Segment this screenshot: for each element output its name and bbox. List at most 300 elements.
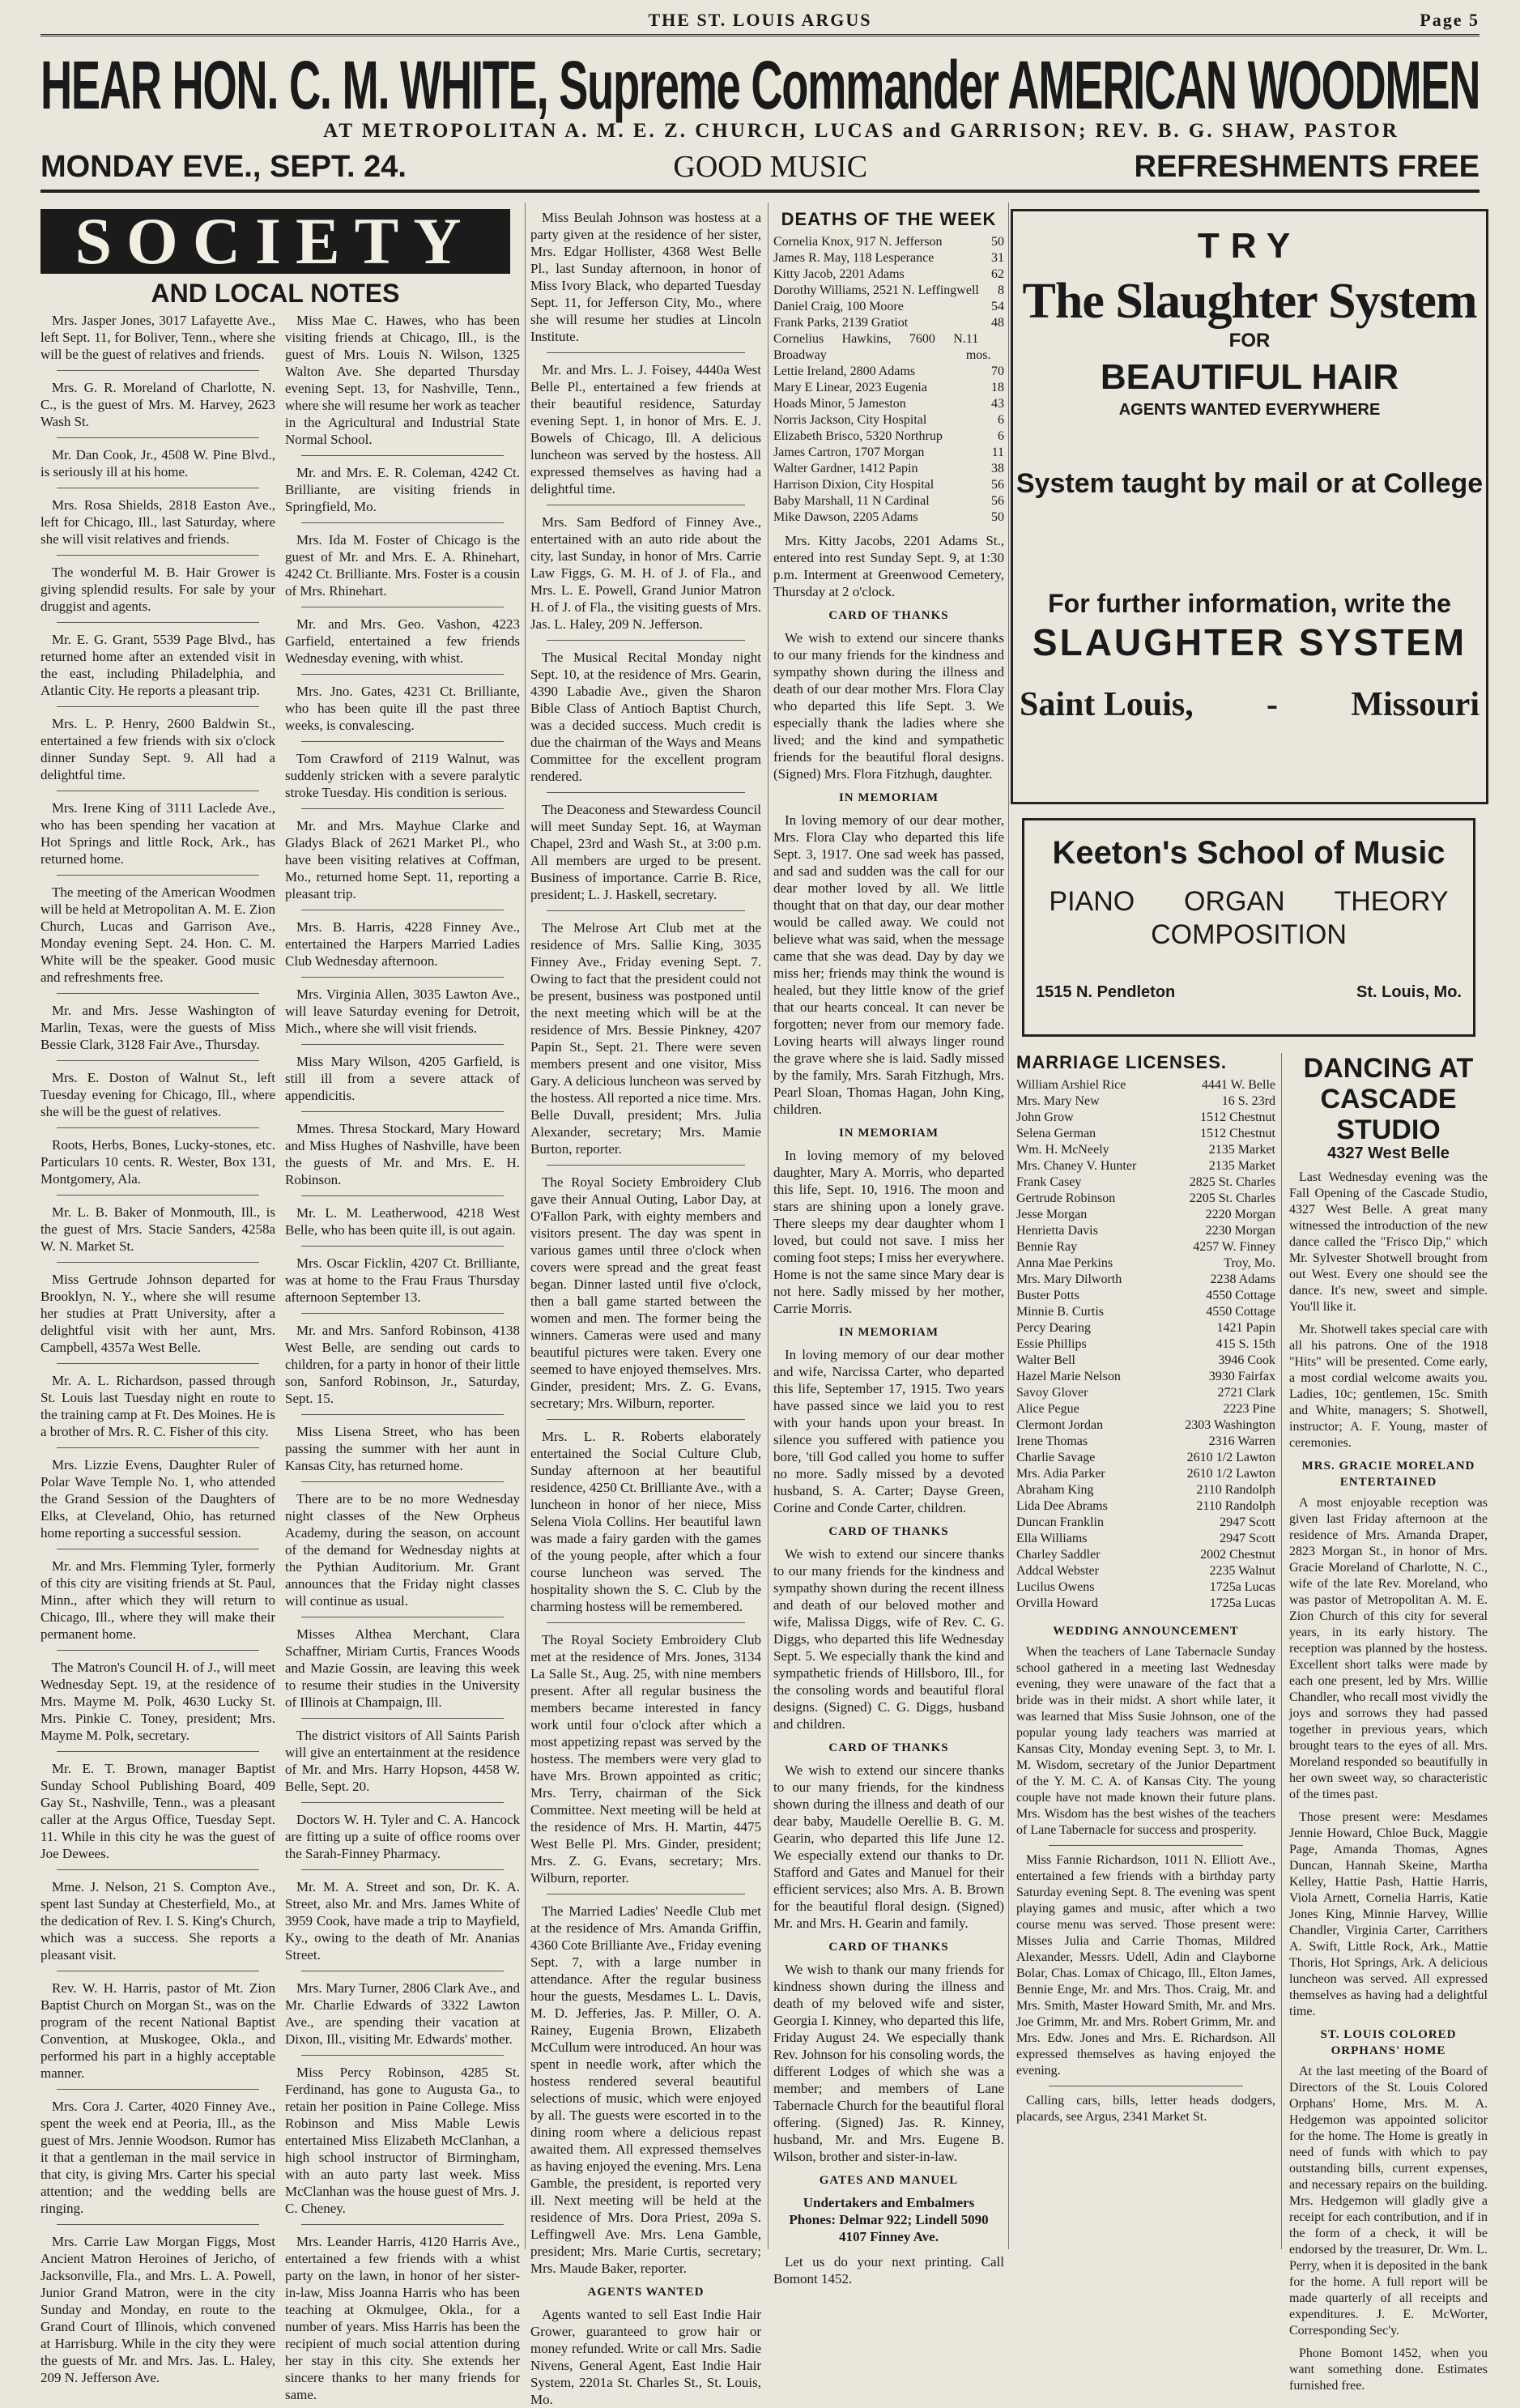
gates-trade: Undertakers and Embalmers: [803, 2195, 975, 2210]
news-item: Mme. J. Nelson, 21 S. Compton Ave., spent last Sunday at Chesterfield, Mo., at the dedication of Rev. I. S. King's Church, which was a success. She reports a pleasant visit.: [40, 1879, 275, 1963]
marriage-address: 1725a Lucas: [1209, 1596, 1275, 1610]
deaths-heading: DEATHS OF THE WEEK: [781, 209, 997, 229]
death-entry: [773, 364, 1004, 380]
death-age: 31: [991, 251, 1004, 265]
divider: [57, 1060, 259, 1061]
marriage-entry: [1016, 1093, 1275, 1110]
divider: [301, 1869, 504, 1870]
news-item: Mr. and Mrs. Flemming Tyler, formerly of this city are visiting friends at St. Paul, Minn., after which they will return to Chicago, Ill., where they will make their permanent home.: [40, 1558, 275, 1642]
dancing-heading-1: DANCING AT: [1303, 1053, 1474, 1084]
marriage-name: Lida Dee Abrams: [1016, 1499, 1108, 1513]
marriage-entry: [1016, 1077, 1275, 1093]
running-head: [40, 6, 1480, 36]
notices-column: [773, 209, 1004, 2287]
marriage-name: Clermont Jordan: [1016, 1418, 1104, 1432]
news-item: Mrs. Mary Turner, 2806 Clark Ave., and Mr. Charlie Edwards of 3322 Lawton Ave., are spending their vacation at Dixon, Ill., visiting Mr. Edwards' mother.: [285, 1980, 520, 2047]
banner-details: [40, 144, 1480, 193]
death-name: Mike Dawson, 2205 Adams: [773, 510, 918, 524]
marriage-name: Mrs. Chaney V. Hunter: [1016, 1159, 1137, 1173]
richardson-text: Miss Fannie Richardson, 1011 N. Elliott Ave., entertained a few friends with a birthday party Saturday evening Sept. 8. The evening was spent playing games and music, after which a two course menu was served. Those present were: Misses Julia and Carrie Thomas, Mildred Alexander, Messrs. Udell, Adin and Clayborne Bolar, Chas. Lomax of Chicago, Ill., Elton James, Bennie Enge, Mr. and Mrs. Thos. Craig, Mr. and Mrs. Smith, Master Howard Smith, Mr. and Mrs. Joe Grimm, Mr. and Mrs. Robert Grimm, Mr. and Mrs. Edw. Jones and Mrs. E. Richardson. All expressed themselves as having enjoyed the evening.: [1016, 1853, 1275, 2078]
divider: [57, 1127, 259, 1128]
death-entry: [773, 509, 1004, 526]
news-item: Mrs. Lizzie Evens, Daughter Ruler of Polar Wave Temple No. 1, who attended the Grand Session of the Daughters of Elks, at Cleveland, Ohio, has returned home reporting a successful session.: [40, 1457, 275, 1541]
notice-heading: CARD OF THANKS: [828, 1741, 949, 1754]
marriage-heading: MARRIAGE LICENSES.: [1016, 1052, 1228, 1072]
marriage-name: Anna Mae Perkins: [1016, 1256, 1113, 1270]
marriage-entry: [1016, 1255, 1275, 1272]
slaughter-title: The Slaughter System: [1022, 274, 1477, 329]
news-item: Rev. W. H. Harris, pastor of Mt. Zion Baptist Church on Morgan St., was on the program of the recent National Baptist Convention, at Muskogee, Okla., and performed his part in a highly acceptable manner.: [40, 1980, 275, 2081]
news-item: Mrs. Jno. Gates, 4231 Ct. Brilliante, who has been quite ill the past three weeks, is convalescing.: [285, 684, 520, 733]
society-column-1: [40, 312, 275, 2385]
news-item: The district visitors of All Saints Parish will give an entertainment at the residence of Mr. and Mrs. Harry Hopson, 4458 W. Belle, Sept. 20.: [285, 1728, 520, 1794]
death-name: Harrison Dixion, City Hospital: [773, 478, 935, 492]
dancing-text: Last Wednesday evening was the Fall Opening of the Cascade Studio, 4327 West Belle. A great many witnessed the introduction of the new dance called the "Frisco Dip," which Mr. Sylvester Shotwell brought from out West. Every one should see the dance. It's new, sweet and simple. You'll like it.: [1289, 1170, 1488, 1314]
news-item: Misses Althea Merchant, Clara Schaffner, Miriam Curtis, Frances Woods and Mazie Gossin, are leaving this week to resume their studies in the University of Illinois at Champaign, Ill.: [285, 1626, 520, 1710]
agents-text: AGENTS WANTED EVERYWHERE: [1118, 401, 1381, 419]
marriage-address: 2610 1/2 Lawton: [1186, 1451, 1275, 1464]
news-item: Roots, Herbs, Bones, Lucky-stones, etc. Particulars 10 cents. R. Wester, Box 131, Montgomery, Ala.: [40, 1137, 275, 1187]
notice-text: We wish to extend our sincere thanks to our many friends for the kindness and sympathy shown during the recent illness and death of our beloved mother and wife, Malissa Diggs, wife of Rev. C. G. Diggs, who departed this life Wednesday Sept. 5. We especially thank the kind and sympathetic friends of Hillsboro, Ill., for the consoling words and beautiful floral designs. (Signed) C. G. Diggs, husband and children.: [773, 1546, 1004, 1732]
news-item: The Melrose Art Club met at the residence of Mrs. Sallie King, 3035 Finney Ave., Friday evening Sept. 7. Owing to fact that the president could not be present, business was postponed until the next meeting which will be at the residence of Mrs. Bessie Pinkney, 4207 Papin St., Sept. 21. There were seven members present and one visitor, Miss Gary. A delicious luncheon was served by the hostess. All reported a nice time. Mrs. Belle Duvall, president; Mrs. Julia Alexander, secretary; Mrs. Mamie Burton, reporter.: [530, 920, 761, 1157]
masthead-title: THE ST. LOUIS ARGUS: [648, 10, 872, 30]
banner-date: MONDAY EVE., SEPT. 24.: [40, 149, 407, 184]
death-entry: [773, 412, 1004, 428]
marriage-name: Hazel Marie Nelson: [1016, 1370, 1121, 1383]
death-age: 54: [991, 300, 1004, 313]
page-number: Page 5: [1420, 10, 1480, 30]
marriage-name: Essie Phillips: [1016, 1337, 1087, 1351]
news-item: Mrs. Rosa Shields, 2818 Easton Ave., left for Chicago, Ill., last Saturday, where she will visit relatives and friends.: [40, 497, 275, 547]
marriage-address: 4550 Cottage: [1206, 1289, 1275, 1302]
moreland-text: A most enjoyable reception was given last Friday afternoon at the residence of Mrs. Amanda Draper, 2823 Morgan St., in honor of Mrs. Gracie Moreland of Charlotte, N. C., wife of the late Rev. Moreland, who was pastor of Metropolitan A. M. E. Zion Church of this city for several years, in its early history. The reception was planned by the hostess. Excellent short talks were made by each one present, led by Mrs. Willie Chandler, who recall most vividly the joys and sorrows they had passed together in previous years, which brought tears to the eyes of all. Mrs. Moreland responded so beautifully in her own sweet way, so characteristic of the times past.: [1289, 1496, 1488, 1801]
marriage-entry: [1016, 1158, 1275, 1174]
dancing-address: 4327 West Belle: [1327, 1144, 1450, 1162]
news-item: Mrs. Carrie Law Morgan Figgs, Most Ancient Matron Heroines of Jericho, of Jacksonville, Fla., and Mrs. L. A. Powell, Junior Grand Matron, were in the city Sunday and Monday, en route to the Grand Court of Illinois, which convened at Harrisburg. While in the city they were the guests of Mr. and Mrs. Jas. L. Haley, 209 N. Jefferson Ave.: [40, 2234, 275, 2385]
marriage-address: 2135 Market: [1208, 1143, 1275, 1157]
marriage-name: Frank Casey: [1016, 1175, 1082, 1189]
try-text: TRY: [1197, 226, 1302, 266]
marriage-address: 2205 St. Charles: [1189, 1191, 1275, 1205]
marriage-address: 2110 Randolph: [1196, 1499, 1275, 1513]
divider: [57, 1363, 259, 1364]
news-item: The Matron's Council H. of J., will meet Wednesday Sept. 19, at the residence of Mrs. Mayme M. Polk, 4630 Lucky St. Mrs. Pinkie C. Toney, president; Mrs. Mayme M. Polk, secretary.: [40, 1660, 275, 1743]
death-name: Daniel Craig, 100 Moore: [773, 300, 904, 313]
keeton-title: Keeton's School of Music: [1052, 835, 1445, 871]
divider: [301, 1414, 504, 1415]
marriage-entry: [1016, 1482, 1275, 1498]
marriage-column: [1016, 1053, 1275, 2252]
death-age: 38: [991, 462, 1004, 475]
marriage-name: Abraham King: [1016, 1483, 1094, 1497]
divider: [301, 1111, 504, 1112]
notice-heading: IN MEMORIAM: [838, 1326, 939, 1339]
marriage-entry: [1016, 1563, 1275, 1579]
marriage-entry: [1016, 1207, 1275, 1223]
wedding-heading: WEDDING ANNOUNCEMENT: [1053, 1625, 1239, 1638]
death-age: 56: [991, 478, 1004, 492]
divider: [301, 2055, 504, 2056]
marriage-entry: [1016, 1288, 1275, 1304]
news-item: Miss Mary Wilson, 4205 Garfield, is still ill from a severe attack of appendicitis.: [285, 1054, 520, 1103]
marriage-address: 2230 Morgan: [1205, 1224, 1275, 1238]
dash-text: -: [1267, 686, 1279, 723]
column-rule: [525, 202, 526, 2249]
orphans-text: At the last meeting of the Board of Directors of the St. Louis Colored Orphans' Home, Mrs. M. A. Hedgemon was appointed solicitor for the home. The Home is greatly in need of funds with which to pay outstanding bills, current expenses, and necessary repairs on the building. Mrs. Hedgemon will gladly give a receipt for each contribution, and if in the form of a check, it will be endorsed by the treasurer, Dr. Wm. L. Perry, when it is deposited in the bank for the home. A full report will be made quarterly of all receipts and expenditures. J. E. McWorter, Corresponding Sec'y.: [1289, 2065, 1488, 2338]
gates-phones: Phones: Delmar 922; Lindell 5090: [789, 2212, 989, 2227]
marriage-address: 2135 Market: [1208, 1159, 1275, 1173]
divider: [301, 1195, 504, 1196]
divider: [57, 706, 259, 707]
marriage-address: 4441 W. Belle: [1201, 1078, 1275, 1092]
state-text: Missouri: [1351, 686, 1480, 723]
marriage-name: Irene Thomas: [1016, 1434, 1088, 1448]
dancing-text-2: Mr. Shotwell takes special care with all his patrons. One of the 1918 "Hits" will be presented. Come early, a most cordial welcome awaits you. Ladies, 10c; gentlemen, 15c. Smith and White, managers; S. Shotwell, instructor; A. F. Young, master of ceremonies.: [1289, 1323, 1488, 1450]
divider: [57, 1751, 259, 1752]
moreland-heading: MRS. GRACIE MORELAND ENTERTAINED: [1301, 1460, 1475, 1489]
marriage-entry: [1016, 1110, 1275, 1126]
news-item: Mrs. Oscar Ficklin, 4207 Ct. Brilliante, was at home to the Frau Fraus Thursday afternoon September 13.: [285, 1255, 520, 1305]
death-entry: [773, 396, 1004, 412]
news-item: Miss Mae C. Hawes, who has been visiting friends at Chicago, Ill., is the guest of Mrs. Louis N. Wilson, 1325 Walton Ave. She departed Thursday evening Sept. 13, for Nashville, Tenn., where she will resume her work as teacher in the Agricultural and Industrial State Normal School.: [285, 313, 520, 447]
notice-heading: IN MEMORIAM: [838, 791, 939, 804]
death-age: 50: [991, 510, 1004, 524]
marriage-name: Percy Dearing: [1016, 1321, 1091, 1335]
marriage-address: 2238 Adams: [1210, 1272, 1275, 1286]
death-age: 48: [991, 316, 1004, 330]
marriage-address: 2947 Scott: [1220, 1532, 1275, 1545]
phone-text: Phone Bomont 1452, when you want something done. Estimates furnished free.: [1289, 2346, 1488, 2393]
death-name: Cornelius Hawkins, 7600 N. Broadway: [773, 332, 966, 362]
notice-text: In loving memory of our dear mother and wife, Narcissa Carter, who departed this life, September 17, 1915. Two years have passed since we laid you to rest with your hands upon your breast. In silence you suffered with patience you bore, 'till God called you home to suffer no more. Sadly missed by a devoted husband, S. A. Carter; Dayse Green, Corine and Conde Carter, children.: [773, 1347, 1004, 1515]
slaughter-system-text: SLAUGHTER SYSTEM: [1032, 621, 1467, 663]
marriage-address: 3930 Fairfax: [1208, 1370, 1275, 1383]
marriage-name: Duncan Franklin: [1016, 1515, 1104, 1529]
divider: [301, 1313, 504, 1314]
marriage-address: 2220 Morgan: [1205, 1208, 1275, 1221]
city-text: Saint Louis,: [1020, 686, 1194, 723]
death-entry: [773, 331, 1004, 364]
notice-heading: IN MEMORIAM: [838, 1127, 939, 1140]
news-item: Mr. and Mrs. Sanford Robinson, 4138 West Belle, are sending out cards to children, for a party in honor of their little son, Sanford Robinson, Jr., Saturday, Sept. 15.: [285, 1323, 520, 1406]
divider: [1049, 1845, 1243, 1846]
marriage-address: 1512 Chestnut: [1200, 1110, 1275, 1124]
news-item: Mrs. Irene King of 3111 Laclede Ave., who has been spending her vacation at Hot Springs and little Rock, Ark., has returned home.: [40, 800, 275, 867]
marriage-name: Savoy Glover: [1016, 1386, 1088, 1400]
composition-text: COMPOSITION: [1151, 919, 1347, 950]
marriage-entry: [1016, 1239, 1275, 1255]
marriage-address: 2110 Randolph: [1196, 1483, 1275, 1497]
for-text: FOR: [1228, 330, 1271, 352]
news-item: Mrs. Virginia Allen, 3035 Lawton Ave., will leave Saturday evening for Detroit, Mich., where she will visit friends.: [285, 987, 520, 1036]
news-item: Mrs. L. P. Henry, 2600 Baldwin St., entertained a few friends with six o'clock dinner Sunday Sept. 9. All had a delightful time.: [40, 716, 275, 782]
divider: [57, 1262, 259, 1263]
notice-text: We wish to extend our sincere thanks to our many friends for the kindness and sympathy shown during the illness and death of our dear mother Mrs. Flora Clay who departed this life Sept. 3. We especially thank the ladies where she lived; and the kind and sympathetic friends for the beautiful floral designs. (Signed) Mrs. Flora Fitzhugh, daughter.: [773, 630, 1004, 782]
news-item: Mrs. B. Harris, 4228 Finney Ave., entertained the Harpers Married Ladies Club Wednesday afternoon.: [285, 919, 520, 969]
marriage-entry: [1016, 1223, 1275, 1239]
news-item: Mr. L. B. Baker of Monmouth, Ill., is the guest of Mrs. Stacie Sanders, 4258a W. N. Market St.: [40, 1204, 275, 1254]
beautiful-hair-text: BEAUTIFUL HAIR: [1100, 357, 1399, 397]
marriage-name: Henrietta Davis: [1016, 1224, 1098, 1238]
marriage-name: Orvilla Howard: [1016, 1596, 1098, 1610]
column-rule: [1008, 202, 1009, 2249]
marriage-entry: [1016, 1450, 1275, 1466]
column-rule: [1281, 1053, 1282, 2249]
marriage-entry: [1016, 1272, 1275, 1288]
keeton-subjects: [1024, 886, 1473, 918]
marriage-entry: [1016, 1466, 1275, 1482]
news-item: Mrs. Cora J. Carter, 4020 Finney Ave., spent the week end at Peoria, Ill., as the guest of Mrs. Jennie Woodson. Rumor has it that a gentleman in the mail service in that city, is giving Mrs. Carter his special attention; and the wedding bells are ringing.: [40, 2099, 275, 2216]
marriage-name: Lucilus Owens: [1016, 1580, 1095, 1594]
agents-wanted-text: Agents wanted to sell East Indie Hair Grower, guaranteed to grow hair or money refunded. Write or call Mrs. Sadie Nivens, General Agent, East Indie Hair System, 2201a St. Charles St., St. Louis, Mo.: [530, 2307, 761, 2407]
deaths-table: [773, 234, 1004, 526]
agents-wanted-heading: AGENTS WANTED: [587, 2286, 705, 2299]
saint-louis-line: [1020, 685, 1480, 724]
banner-refreshments: REFRESHMENTS FREE: [1134, 149, 1480, 184]
society-subtitle: AND LOCAL NOTES: [151, 279, 400, 308]
marriage-entry: [1016, 1434, 1275, 1450]
keeton-city: St. Louis, Mo.: [1356, 983, 1462, 1001]
death-age: 62: [991, 267, 1004, 281]
divider: [301, 1718, 504, 1719]
notice-heading: CARD OF THANKS: [828, 609, 949, 622]
news-item: Mr. and Mrs. Jesse Washington of Marlin, Texas, were the guests of Miss Bessie Clark, 3128 Fair Ave., Thursday.: [40, 1003, 275, 1052]
news-item: Mrs. L. R. Roberts elaborately entertained the Social Culture Club, Sunday afternoon at her beautiful residence, 4250 Ct. Brilliante Ave., with a luncheon in honor of her niece, Miss Selena Viola Collins. Her beautiful lawn was made a fairy garden with the games of the young people, after which a four course luncheon was served. The hospitality shown the S. C. Club by the charming hostess will be remembered.: [530, 1429, 761, 1614]
news-item: Mrs. E. Doston of Walnut St., left Tuesday evening for Chicago, Ill., where she will be the guest of relatives.: [40, 1070, 275, 1119]
divider: [57, 1869, 259, 1870]
divider: [301, 455, 504, 456]
death-name: Dorothy Williams, 2521 N. Leffingwell: [773, 283, 979, 297]
marriage-address: 2223 Pine: [1223, 1402, 1275, 1416]
marriage-table: [1016, 1077, 1275, 1612]
society-title: SOCIETY: [40, 209, 510, 274]
news-item: Mr. E. T. Brown, manager Baptist Sunday School Publishing Board, 409 Gay St., Nashville, Tenn., was a pleasant caller at the Argus Office, Tuesday Sept. 11. While in this city he was the guest of Joe Dewees.: [40, 1761, 275, 1861]
marriage-entry: [1016, 1547, 1275, 1563]
marriage-name: Bennie Ray: [1016, 1240, 1078, 1254]
marriage-name: Charley Saddler: [1016, 1548, 1101, 1562]
marriage-name: Minnie B. Curtis: [1016, 1305, 1105, 1319]
death-name: Walter Gardner, 1412 Papin: [773, 462, 918, 475]
divider: [301, 674, 504, 675]
marriage-entry: [1016, 1142, 1275, 1158]
marriage-entry: [1016, 1385, 1275, 1401]
death-entry: [773, 461, 1004, 477]
death-age: 56: [991, 494, 1004, 508]
death-entry: [773, 493, 1004, 509]
news-item: The Deaconess and Stewardess Council will meet Sunday Sept. 16, at Wayman Chapel, 23rd and Wash St., at 3:00 p.m. All members are urged to be present. Business of importance. Carrie B. Rice, president; L. J. Haskell, secretary.: [530, 802, 761, 902]
divider: [547, 640, 745, 641]
marriage-name: Mrs. Mary Dilworth: [1016, 1272, 1122, 1286]
divider: [57, 2224, 259, 2225]
printing-note: Let us do your next printing. Call Bomont 1452.: [773, 2254, 1004, 2287]
banner-location: AT METROPOLITAN A. M. E. Z. CHURCH, LUCAS and GARRISON; REV. B. G. SHAW, PASTOR: [323, 120, 1399, 142]
death-name: James R. May, 118 Lesperance: [773, 251, 935, 265]
marriage-name: Alice Pegue: [1016, 1402, 1079, 1416]
news-item: The Royal Society Embroidery Club gave their Annual Outing, Labor Day, at O'Fallon Park, with eighty members and visitors present. The day was spent in various games until three o'clock when covers were spread and the great feast began. Dinner lasted until five o'clock, then a ball game started between the women and men. The former being the winners. Cameras were used and many beautiful pictures were taken. Every one seemed to have enjoyed themselves. Mrs. Ginder, president; Mrs. Z. G. Evans, secretary; Mrs. Wilburn, reporter.: [530, 1174, 761, 1411]
marriage-name: Wm. H. McNeely: [1016, 1143, 1109, 1157]
piano-text: PIANO: [1049, 886, 1135, 917]
news-item: Mr. Dan Cook, Jr., 4508 W. Pine Blvd., is seriously ill at his home.: [40, 447, 275, 479]
dancing-heading-2: CASCADE STUDIO: [1320, 1084, 1457, 1145]
orphans-heading: ST. LOUIS COLORED ORPHANS' HOME: [1320, 2028, 1457, 2057]
news-item: Mrs. Sam Bedford of Finney Ave., entertained with an auto ride about the city, last Sunday, in honor of Mrs. Carrie Law Figgs, G. M. H. of J. of Fla., and Mrs. L. E. Powell, Grand Junior Matron H. of J. of Fla., the visiting guests of Mrs. Jas. L. Haley, 209 N. Jefferson.: [530, 514, 761, 632]
news-item: The wonderful M. B. Hair Grower is giving splendid results. For sale by your druggist and agents.: [40, 565, 275, 614]
divider: [57, 875, 259, 876]
death-name: Elizabeth Brisco, 5320 Northrup: [773, 429, 943, 443]
news-item: Doctors W. H. Tyler and C. A. Hancock are fitting up a suite of office rooms over the Sarah-Finney Pharmacy.: [285, 1812, 520, 1861]
divider: [57, 437, 259, 438]
marriage-name: Selena German: [1016, 1127, 1096, 1140]
death-entry: [773, 250, 1004, 266]
divider: [57, 622, 259, 623]
society-header: [40, 204, 526, 308]
divider: [301, 977, 504, 978]
marriage-name: Charlie Savage: [1016, 1451, 1096, 1464]
marriage-entry: [1016, 1531, 1275, 1547]
divider: [57, 1447, 259, 1448]
news-item: Mrs. G. R. Moreland of Charlotte, N. C., is the guest of Mrs. M. Harvey, 2623 Wash St.: [40, 380, 275, 429]
news-item: Mmes. Thresa Stockard, Mary Howard and Miss Hughes of Nashville, have been the guests of Mr. and Mrs. E. H. Robinson.: [285, 1121, 520, 1187]
taught-text: System taught by mail or at College: [1015, 468, 1484, 499]
marriage-name: John Grow: [1016, 1110, 1074, 1124]
marriage-address: 16 S. 23rd: [1221, 1094, 1275, 1108]
wedding-text: When the teachers of Lane Tabernacle Sunday school gathered in a meeting last Wednesday evening, they were unaware of the fact that a bride was in their midst. A short while later, it was learned that Miss Susie Johnson, one of the popular young lady teachers was married at Kansas City, Monday evening Sept. 3, to Mr. I. M. Wisdom, secretary of the Junior Department of the Y. M. C. A. of Kansas City. The young couple have not made known their future plans. Mrs. Wisdom has the best wishes of the teachers of Lane Tabernacle for success and prosperity.: [1016, 1645, 1275, 1837]
gates-address: 4107 Finney Ave.: [839, 2229, 939, 2244]
divider: [57, 993, 259, 994]
death-age: 11 mos.: [965, 332, 991, 362]
marriage-address: 2235 Walnut: [1209, 1564, 1275, 1578]
death-name: Kitty Jacob, 2201 Adams: [773, 267, 905, 281]
divider: [301, 2224, 504, 2225]
news-item: Mrs. Jasper Jones, 3017 Lafayette Ave., left Sept. 11, for Boliver, Tenn., where she will be the guest of relatives and friends.: [40, 313, 275, 362]
death-entry: [773, 234, 1004, 250]
society-column-3: [530, 209, 761, 2407]
divider: [57, 1650, 259, 1651]
marriage-name: Jesse Morgan: [1016, 1208, 1088, 1221]
marriage-entry: [1016, 1596, 1275, 1612]
marriage-name: Ella Williams: [1016, 1532, 1088, 1545]
divider: [547, 792, 745, 793]
divider: [301, 808, 504, 809]
marriage-entry: [1016, 1174, 1275, 1191]
marriage-address: 3946 Cook: [1218, 1353, 1275, 1367]
news-item: Mr. M. A. Street and son, Dr. K. A. Street, also Mr. and Mrs. James White of 3959 Cook, have made a trip to Mayfield, Ky., owing to the death of Mr. Ananias Street.: [285, 1879, 520, 1963]
keeton-music-ad: [1022, 818, 1475, 1037]
further-info-text: For further information, write the: [1048, 589, 1451, 618]
divider: [547, 1165, 745, 1166]
marriage-address: 2825 St. Charles: [1189, 1175, 1275, 1189]
marriage-entry: [1016, 1498, 1275, 1515]
divider: [301, 1802, 504, 1803]
keeton-address: 1515 N. Pendleton: [1036, 983, 1176, 1001]
death-entry: [773, 266, 1004, 283]
marriage-entry: [1016, 1320, 1275, 1336]
death-name: Norris Jackson, City Hospital: [773, 413, 927, 427]
column-rule: [768, 202, 769, 2249]
slaughter-system-ad: [1011, 209, 1488, 804]
death-age: 6: [998, 413, 1004, 427]
divider: [547, 352, 745, 353]
marriage-address: Troy, Mo.: [1224, 1256, 1275, 1270]
death-entry: [773, 283, 1004, 299]
death-entry: [773, 380, 1004, 396]
death-name: James Cartron, 1707 Morgan: [773, 445, 925, 459]
news-item: Miss Percy Robinson, 4285 St. Ferdinand, has gone to Augusta Ga., to retain her position in Paine College. Miss Robinson and Miss Mable Lewis entertained Miss Elizabeth McClanhan, a high school instructor of Birmingham, with an auto party last week. Miss McClanhan was the house guest of Mrs. J. C. Cheney.: [285, 2065, 520, 2216]
marriage-address: 1725a Lucas: [1209, 1580, 1275, 1594]
news-item: Mrs. Leander Harris, 4120 Harris Ave., entertained a few friends with a whist party on the lawn, in honor of her sister-in-law, Miss Joanna Harris who has been teaching at Okmulgee, Okla., for a number of years. Miss Harris has been the recipient of much social attention during her stay in this city. She extends her sincere thanks to her many friends for same.: [285, 2234, 520, 2402]
news-item: Mr. and Mrs. Geo. Vashon, 4223 Garfield, entertained a few friends Wednesday evening, with whist.: [285, 616, 520, 666]
notice-heading: CARD OF THANKS: [828, 1525, 949, 1538]
divider: [301, 1246, 504, 1247]
marriage-entry: [1016, 1579, 1275, 1596]
death-entry: [773, 299, 1004, 315]
death-name: Frank Parks, 2139 Gratiot: [773, 316, 909, 330]
news-item: Miss Gertrude Johnson departed for Brooklyn, N. Y., where she will resume her studies at Pratt University, after a delightful visit with her aunt, Mrs. Campbell, 4357a West Belle.: [40, 1272, 275, 1355]
death-age: 11: [991, 445, 1004, 459]
news-item: Miss Beulah Johnson was hostess at a party given at the residence of her sister, Mrs. Edgar Hollister, 4368 West Belle Pl., last Sunday afternoon, in honor of Miss Ivory Black, who departed Tuesday Sept. 11, for Jefferson City, Mo., where she will resume her studies at Lincoln Institute.: [530, 210, 761, 344]
marriage-name: Buster Potts: [1016, 1289, 1079, 1302]
death-name: Baby Marshall, 11 N Cardinal: [773, 494, 930, 508]
marriage-entry: [1016, 1336, 1275, 1353]
divider: [57, 2089, 259, 2090]
gates-name: GATES AND MANUEL: [819, 2174, 959, 2187]
marriage-entry: [1016, 1191, 1275, 1207]
news-item: The Married Ladies' Needle Club met at the residence of Mrs. Amanda Griffin, 4360 Cote Brilliante Ave., Friday evening Sept. 7, with a large number in attendance. After the regular business hour the guests, Mesdames L. L. Davis, M. D. Jefferies, Jas. P. Miller, O. A. Rainey, Eugenia Brown, Elizabeth McCullum were introduced. An hour was spent in needle work, after which the hostess rendered several beautiful selections of music, which were enjoyed by all. The guests were escorted in to the dining room where a delicious repast awaited them. All expressed themselves as having enjoyed the evening. Mrs. Lena Gamble, the president, is reported very ill. Next meeting will be held at the residence of Mrs. Dora Priest, 209a S. Leffingwell Ave. Mrs. Lena Gamble, president; Mrs. Marie Curtis, secretary; Mrs. Maude Baker, reporter.: [530, 1903, 761, 2276]
marriage-entry: [1016, 1515, 1275, 1531]
news-item: Tom Crawford of 2119 Walnut, was suddenly stricken with a severe paralytic stroke Tuesday. His condition is serious.: [285, 751, 520, 800]
divider: [547, 1622, 745, 1623]
theory-text: THEORY: [1334, 886, 1449, 917]
marriage-address: 1421 Papin: [1216, 1321, 1275, 1335]
death-age: 50: [991, 235, 1004, 249]
news-item: Mr. and Mrs. L. J. Foisey, 4440a West Belle Pl., entertained a few friends at their beautiful residence, Saturday evening Sept. 1, in honor of Mrs. E. J. Bowels of Chicago, Ill. A delicious luncheon was served by the hostess. All expressed themselves as having had a delightful time.: [530, 362, 761, 497]
news-item: The Royal Society Embroidery Club met at the residence of Mrs. Jones, 3134 La Salle St., Aug. 25, with nine members present. After all regular business the members became interested in fancy work until four o'clock after which a most appetizing repast was served by the hostess. The members were very glad to have Mrs. Brown appointed as critic; Mrs. Terry, chairman of the Sick Committee. Next meeting will be held at the residence of Mrs. H. Martin, 4475 West Belle Pl. Mrs. Ginder, president; Mrs. Z. G. Evans, secretary; Mrs. Wilburn, reporter.: [530, 1632, 761, 1886]
news-item: Mr. E. G. Grant, 5539 Page Blvd., has returned home after an extended visit in the east, including Philadelphia, and Atlantic City. He reports a pleasant trip.: [40, 632, 275, 698]
death-age: 8: [998, 283, 1004, 297]
divider: [57, 370, 259, 371]
news-item: Mrs. Ida M. Foster of Chicago is the guest of Mr. and Mrs. E. A. Rhinehart, 4242 Ct. Brilliante. Mrs. Foster is a cousin of Mrs. Rhinehart.: [285, 532, 520, 599]
divider: [57, 555, 259, 556]
notice-heading: CARD OF THANKS: [828, 1941, 949, 1954]
news-item: There are to be no more Wednesday night classes of the New Orpheus Academy, during the season, on account of the demand for Wednesday nights at the Pythian Auditorium. Mr. Grant announces that the Friday night classes will continue as usual.: [285, 1491, 520, 1609]
marriage-entry: [1016, 1369, 1275, 1385]
marriage-address: 2721 Clark: [1217, 1386, 1275, 1400]
marriage-name: Mrs. Mary New: [1016, 1094, 1100, 1108]
notice-text: We wish to thank our many friends for kindness shown during the illness and death of my beloved wife and sister, Georgia I. Kinney, who departed this life, Friday August 24. We especially thank Rev. Johnson for his consoling words, the different Lodges of which she was a member; and members of Lane Tabernacle Church for the beautiful floral offering. (Signed) Jas. R. Kinney, husband, Mr. and Mrs. Eugene B. Wilson, brother and sister-in-law.: [773, 1962, 1004, 2164]
death-entry: [773, 428, 1004, 445]
divider: [301, 1481, 504, 1482]
marriage-entry: [1016, 1417, 1275, 1434]
marriage-name: Addcal Webster: [1016, 1564, 1099, 1578]
news-item: The Musical Recital Monday night Sept. 10, at the residence of Mrs. Gearin, 4390 Labadie Ave., given the Sharon Bible Class of Antioch Baptist Church, was a decided success. Much credit is due the chairman of the Ways and Means Committee for the excellent program rendered.: [530, 650, 761, 784]
banner-headline: HEAR HON. C. M. WHITE, Supreme Commander AMERICAN WOODMEN: [40, 47, 1480, 123]
dancing-column: [1289, 1053, 1488, 2393]
organ-text: ORGAN: [1184, 886, 1285, 917]
death-entry: [773, 315, 1004, 331]
news-item: Miss Lisena Street, who has been passing the summer with her aunt in Kansas City, has returned home.: [285, 1424, 520, 1473]
moreland-text-2: Those present were: Mesdames Jennie Howard, Chloe Buck, Maggie Page, Amanda Thomas, Agnes Duncan, Hannah Skeine, Martha Kelley, Hattie Pash, Hattie Harris, Viola Arnett, Cornelia Harris, Katie Jones King, Minnie Harvey, Willie Chandler, Virginia Carter, Carrithers A. Swift, Little Rock, Ark., Mattie Thoris, Hot Springs, Ark. A delicious luncheon was served. All expressed themselves as having had a delightful time.: [1289, 1810, 1488, 2018]
notice-text: We wish to extend our sincere thanks to our many friends, for the kindness shown during the illness and death of our dear baby, Maudelle Oerellie B. G. M. Gearin, who departed this life June 12. We especially extend our thanks to Dr. Stafford and Gates and Manuel for their efficient services; also Mrs. A. B. Brown for the beautiful floral design. (Signed) Mr. and Mrs. H. Gearin and family.: [773, 1762, 1004, 1931]
news-item: Mr. and Mrs. E. R. Coleman, 4242 Ct. Brilliante, are visiting friends in Springfield, Mo.: [285, 465, 520, 514]
death-entry: [773, 445, 1004, 461]
death-name: Hoads Minor, 5 Jameston: [773, 397, 906, 411]
marriage-name: William Arshiel Rice: [1016, 1078, 1126, 1092]
marriage-entry: [1016, 1304, 1275, 1320]
marriage-address: 2947 Scott: [1220, 1515, 1275, 1529]
marriage-name: Mrs. Adia Parker: [1016, 1467, 1105, 1481]
marriage-name: Gertrude Robinson: [1016, 1191, 1116, 1205]
marriage-entry: [1016, 1353, 1275, 1369]
